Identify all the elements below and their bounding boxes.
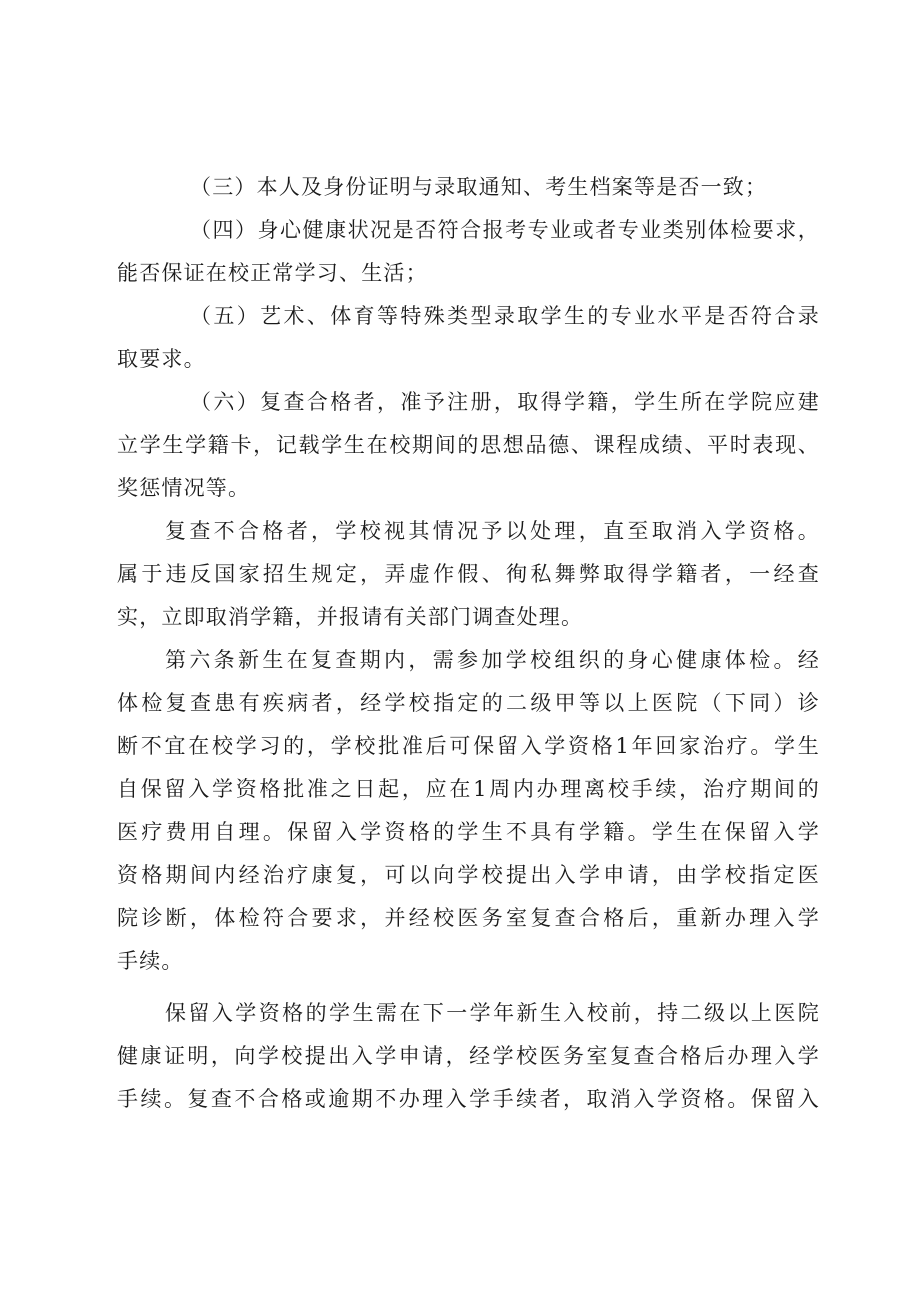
text-line: 取要求。	[117, 347, 206, 371]
text-line: 保留入学资格的学生需在下一学年新生入校前，持二级以上医院	[165, 1001, 820, 1025]
text-line: 手续。	[117, 949, 184, 973]
paragraph-article-6	[117, 639, 820, 983]
paragraph-item-4	[117, 209, 820, 295]
text-line: 能否保证在校正常学习、生活；	[117, 261, 428, 285]
text-line: 属于违反国家招生规定，弄虚作假、徇私舞弊取得学籍者，一经查	[117, 562, 820, 586]
text-line: 实，立即取消学籍，并报请有关部门调查处理。	[117, 605, 584, 629]
text-line: 奖惩情况等。	[117, 476, 251, 500]
paragraph-item-6	[117, 381, 820, 510]
text-line: （五）艺术、体育等特殊类型录取学生的专业水平是否符合录	[190, 304, 820, 328]
text-line: 手续。复查不合格或逾期不办理入学手续者，取消入学资格。保留入	[117, 1087, 820, 1111]
text-line: （六）复查合格者，准予注册，取得学籍，学生所在学院应建	[190, 390, 820, 414]
text-line: 资格期间内经治疗康复，可以向学校提出入学申请，由学校指定医	[117, 863, 820, 887]
paragraph-item-3	[117, 166, 820, 209]
document-body	[117, 166, 820, 1121]
text-line: 第六条新生在复查期内，需参加学校组织的身心健康体检。经	[165, 648, 820, 672]
text-line: 复查不合格者，学校视其情况予以处理，直至取消入学资格。	[165, 519, 820, 543]
text-line: （四）身心健康状况是否符合报考专业或者专业类别体检要求，	[190, 218, 820, 242]
text-line: 自保留入学资格批准之日起，应在1周内办理离校手续，治疗期间的	[117, 777, 820, 801]
text-line: 医疗费用自理。保留入学资格的学生不具有学籍。学生在保留入学	[117, 820, 820, 844]
text-line: 健康证明，向学校提出入学申请，经学校医务室复查合格后办理入学	[117, 1044, 820, 1068]
paragraph-item-5	[117, 295, 820, 381]
text-line: 体检复查患有疾病者，经学校指定的二级甲等以上医院（下同）诊	[117, 691, 820, 715]
paragraph-reserved-admission	[117, 992, 820, 1121]
text-line: 院诊断，体检符合要求，并经校医务室复查合格后，重新办理入学	[117, 906, 820, 930]
text-line: 立学生学籍卡，记载学生在校期间的思想品德、课程成绩、平时表现、	[117, 433, 820, 457]
text-line: 断不宜在校学习的，学校批准后可保留入学资格1年回家治疗。学生	[117, 734, 820, 758]
text-line: （三）本人及身份证明与录取通知、考生档案等是否一致；	[190, 175, 768, 199]
paragraph-recheck-failed	[117, 510, 820, 639]
